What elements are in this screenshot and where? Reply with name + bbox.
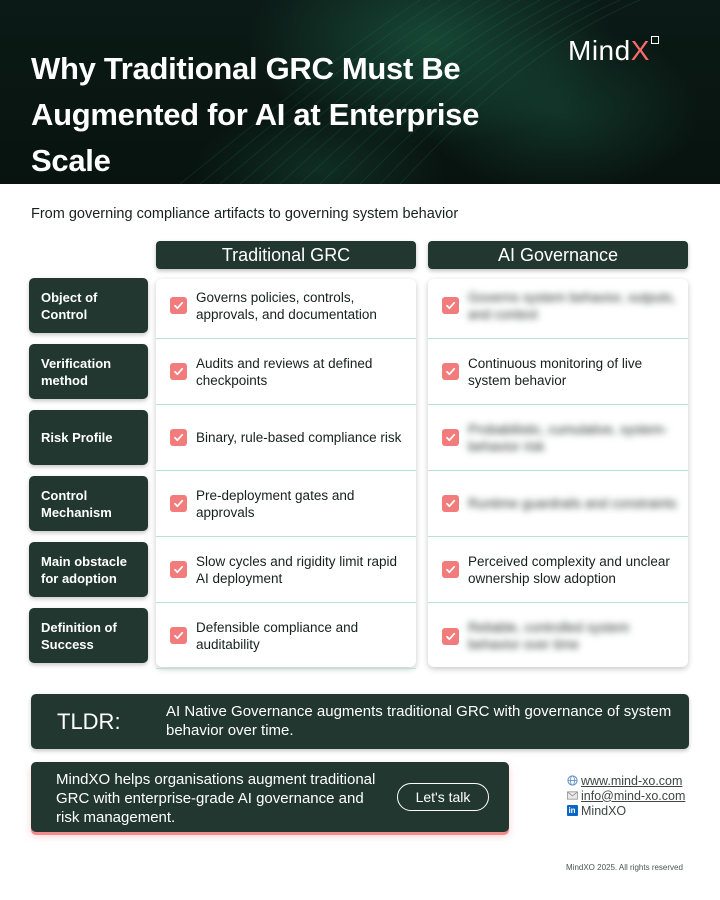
traditional-cell [156,603,416,669]
traditional-cell [156,339,416,405]
row-label-text: Verification method [41,355,112,388]
row-label-text: Control Mechanism [41,487,112,520]
row-label-verification-method [29,344,148,399]
check-icon [170,429,187,446]
traditional-cell [156,537,416,603]
logo-accent: X [630,35,650,66]
cell-text: Governs policies, controls, approvals, and documentation [196,289,377,322]
cell-text: Defensible compliance and auditability [196,619,359,652]
cell-text: Binary, rule-based compliance risk [196,430,402,445]
tldr-banner [31,694,689,749]
hero-banner [0,0,720,184]
check-icon [170,363,187,380]
email-link[interactable]: info@mind-xo.com [581,788,686,803]
check-icon [442,363,459,380]
website-link[interactable]: www.mind-xo.com [581,773,683,788]
check-icon [170,297,187,314]
traditional-cell [156,405,416,471]
mindxo-logo [568,34,659,68]
cell-text: Slow cycles and rigidity limit rapid AI deployment [196,553,398,586]
traditional-cell [156,273,416,339]
lets-talk-button[interactable]: Let's talk [397,783,489,811]
logo-text: Mind [568,35,631,66]
check-icon [170,627,187,644]
cell-text: Pre-deployment gates and approvals [196,487,355,520]
row-label-object-of-control [29,278,148,333]
tldr-text: AI Native Governance augments traditional GRC with governance of system behavior over time. [166,703,672,739]
promo-card [31,762,509,832]
ai-cell [428,273,688,339]
check-icon [442,495,459,512]
ai-cell [428,405,688,471]
linkedin-link[interactable]: MindXO [581,803,627,818]
cell-text: Perceived complexity and unclear ownership slow adoption [468,553,670,586]
row-label-text: Risk Profile [41,430,113,445]
check-icon [170,495,187,512]
contact-info [566,773,685,818]
column-header-traditional-grc: Traditional GRC [156,241,416,269]
cell-text: Audits and reviews at defined checkpoints [196,355,373,388]
ai-cell [428,471,688,537]
row-label-control-mechanism [29,476,148,531]
ai-cell [428,339,688,405]
promo-text: MindXO helps organisations augment traditional GRC with enterprise-grade AI governance and risk management. [56,771,376,826]
globe-icon [566,775,578,787]
traditional-cell [156,471,416,537]
mail-icon [566,790,578,802]
email-row [566,788,685,803]
cell-text-blurred: Runtime guardrails and constraints [468,496,677,511]
ai-cell [428,603,688,669]
check-icon [442,628,459,645]
page-title: Why Traditional GRC Must Be Augmented for AI at Enterprise Scale [31,51,480,178]
cell-text-blurred: Reliable, controlled system behavior over time [468,620,630,652]
cell-text-blurred: Governs system behavior, outputs, and context [468,289,676,322]
check-icon [442,429,459,446]
linkedin-row [566,803,685,818]
row-label-text: Object of Control [41,289,98,322]
ai-cell [428,537,688,603]
copyright-footer: MindXO 2025. All rights reserved [566,863,683,872]
row-label-text: Definition of Success [41,619,117,652]
row-label-definition-of-success [29,608,148,663]
website-row [566,773,685,788]
linkedin-icon: in [568,806,576,815]
row-label-text: Main obstacle for adoption [41,553,127,586]
check-icon [170,561,187,578]
cell-text-blurred: Probabilistic, cumulative, system-behavior risk [468,421,668,454]
tldr-label: TLDR: [57,709,121,734]
check-icon [442,297,459,314]
row-label-main-obstacle [29,542,148,597]
check-icon [442,561,459,578]
column-header-ai-governance: AI Governance [428,241,688,269]
cell-text: Continuous monitoring of live system behavior [468,355,643,388]
row-label-risk-profile [29,410,148,465]
subtitle: From governing compliance artifacts to governing system behavior [31,206,459,222]
logo-square-mark [651,36,659,44]
